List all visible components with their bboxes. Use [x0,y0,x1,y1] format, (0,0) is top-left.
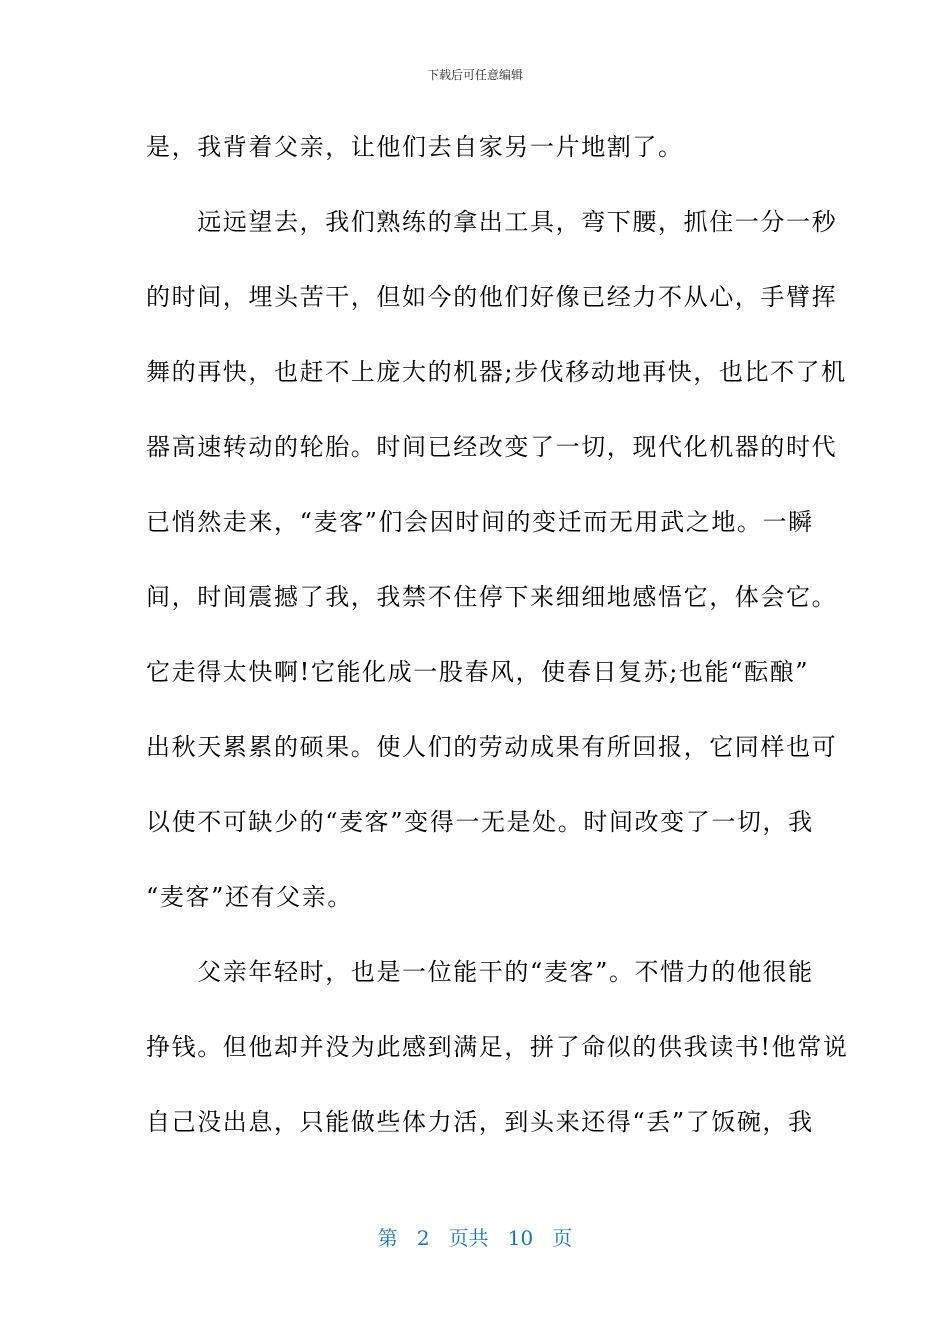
footer-prefix: 第 [377,1226,398,1250]
text-line: “麦客”还有父亲。 [146,883,353,911]
footer-suffix: 页 [552,1226,573,1250]
text-line: 远远望去，我们熟练的拿出工具，弯下腰，抓住一分一秒 [146,208,838,236]
text-line: 它走得太快啊!它能化成一股春风，使春日复苏;也能“酝酿” [146,658,810,686]
total-page-count: 10 [507,1226,534,1250]
text-line: 器高速转动的轮胎。时间已经改变了一切，现代化机器的时代 [146,433,838,461]
current-page-number: 2 [416,1226,430,1250]
text-line: 父亲年轻时，也是一位能干的“麦客”。不惜力的他很能 [146,958,814,986]
text-line: 是，我背着父亲，让他们去自家另一片地割了。 [146,133,684,161]
text-line: 挣钱。但他却并没为此感到满足，拼了命似的供我读书!他常说 [146,1033,849,1061]
page-header: 下载后可任意编辑 [426,68,523,82]
text-line: 间，时间震撼了我，我禁不住停下来细细地感悟它，体会它。 [146,583,838,611]
text-line: 自己没出息，只能做些体力活，到头来还得“丢”了饭碗，我 [146,1108,814,1136]
document-body [146,125,849,1175]
text-line: 舞的再快，也赶不上庞大的机器;步伐移动地再快，也比不了机 [146,358,847,386]
page-number-footer [0,1224,950,1252]
text-line: 出秋天累累的硕果。使人们的劳动成果有所回报，它同样也可 [146,733,838,761]
text-line: 以使不可缺少的“麦客”变得一无是处。时间改变了一切，我 [146,808,814,836]
text-line: 已悄然走来，“麦客”们会因时间的变迁而无用武之地。一瞬 [146,508,814,536]
text-line: 的时间，埋头苦干，但如今的他们好像已经力不从心，手臂挥 [146,283,838,311]
footer-middle: 页共 [448,1226,489,1250]
